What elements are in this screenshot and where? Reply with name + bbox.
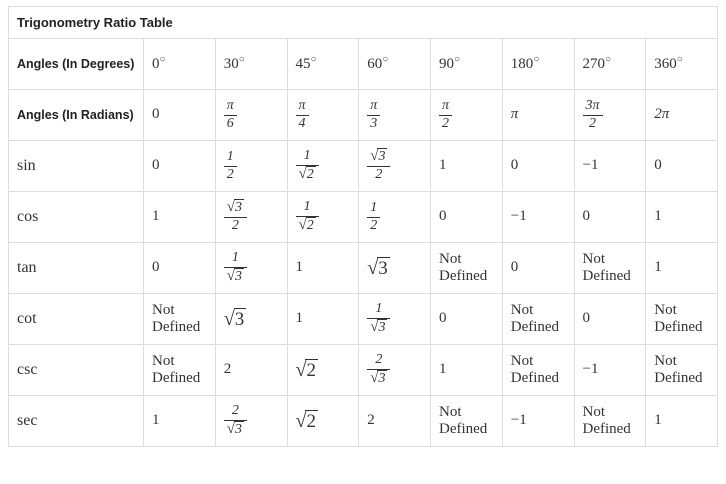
table-row bbox=[9, 192, 718, 243]
cell-rad-pi3: $\frac{\pi}{3}$ bbox=[359, 90, 431, 141]
cell-tan-45: 1 bbox=[287, 243, 359, 294]
trigonometry-ratio-table bbox=[8, 6, 718, 447]
row-label-tan: tan bbox=[9, 243, 144, 294]
cell-sin-0: 0 bbox=[144, 141, 216, 192]
cell-rad-2pi: 2π bbox=[646, 90, 718, 141]
table-row bbox=[9, 39, 718, 90]
cell-cos-360: 1 bbox=[646, 192, 718, 243]
cell-deg-0: 0○ bbox=[144, 39, 216, 90]
cell-deg-90: 90○ bbox=[431, 39, 503, 90]
cell-cot-360: Not Defined bbox=[646, 294, 718, 345]
cell-tan-360: 1 bbox=[646, 243, 718, 294]
cell-cot-60: $\frac{1}{√3}$ bbox=[359, 294, 431, 345]
cell-deg-180: 180○ bbox=[502, 39, 574, 90]
cell-csc-0: Not Defined bbox=[144, 345, 216, 396]
table-row bbox=[9, 141, 718, 192]
cell-sec-180: −1 bbox=[502, 396, 574, 447]
row-label-sec: sec bbox=[9, 396, 144, 447]
row-label-cot: cot bbox=[9, 294, 144, 345]
cell-sec-90: Not Defined bbox=[431, 396, 503, 447]
row-label-angles-degrees: Angles (In Degrees) bbox=[9, 39, 144, 90]
row-label-cos: cos bbox=[9, 192, 144, 243]
cell-sec-0: 1 bbox=[144, 396, 216, 447]
cell-cot-180: Not Defined bbox=[502, 294, 574, 345]
cell-sin-90: 1 bbox=[431, 141, 503, 192]
cell-csc-90: 1 bbox=[431, 345, 503, 396]
cell-rad-pi4: $\frac{\pi}{4}$ bbox=[287, 90, 359, 141]
cell-sec-60: 2 bbox=[359, 396, 431, 447]
cell-sin-60: $\frac{√3}{2}$ bbox=[359, 141, 431, 192]
cell-cot-0: Not Defined bbox=[144, 294, 216, 345]
cell-cos-60: $\frac{1}{2}$ bbox=[359, 192, 431, 243]
cell-tan-90: Not Defined bbox=[431, 243, 503, 294]
cell-cot-270: 0 bbox=[574, 294, 646, 345]
cell-sin-30: $\frac{1}{2}$ bbox=[215, 141, 287, 192]
cell-rad-pi2: $\frac{\pi}{2}$ bbox=[431, 90, 503, 141]
cell-tan-30: $\frac{1}{√3}$ bbox=[215, 243, 287, 294]
cell-tan-60: √3 bbox=[359, 243, 431, 294]
cell-cot-45: 1 bbox=[287, 294, 359, 345]
cell-deg-270: 270○ bbox=[574, 39, 646, 90]
cell-csc-270: −1 bbox=[574, 345, 646, 396]
cell-cos-45: $\frac{1}{√2}$ bbox=[287, 192, 359, 243]
cell-sin-180: 0 bbox=[502, 141, 574, 192]
table-row bbox=[9, 294, 718, 345]
cell-sec-270: Not Defined bbox=[574, 396, 646, 447]
cell-rad-3pi2: $\frac{3\pi}{2}$ bbox=[574, 90, 646, 141]
cell-cos-270: 0 bbox=[574, 192, 646, 243]
table-title: Trigonometry Ratio Table bbox=[8, 6, 718, 38]
table-row bbox=[9, 396, 718, 447]
cell-deg-360: 360○ bbox=[646, 39, 718, 90]
cell-sin-45: $\frac{1}{√2}$ bbox=[287, 141, 359, 192]
row-label-sin: sin bbox=[9, 141, 144, 192]
cell-sin-360: 0 bbox=[646, 141, 718, 192]
table-row bbox=[9, 90, 718, 141]
cell-cos-180: −1 bbox=[502, 192, 574, 243]
cell-cos-30: $\frac{√3}{2}$ bbox=[215, 192, 287, 243]
cell-tan-180: 0 bbox=[502, 243, 574, 294]
row-label-csc: csc bbox=[9, 345, 144, 396]
cell-cot-30: √3 bbox=[215, 294, 287, 345]
cell-csc-60: $\frac{2}{√3}$ bbox=[359, 345, 431, 396]
cell-deg-30: 30○ bbox=[215, 39, 287, 90]
cell-sec-30: $\frac{2}{√3}$ bbox=[215, 396, 287, 447]
cell-tan-270: Not Defined bbox=[574, 243, 646, 294]
cell-rad-pi: π bbox=[502, 90, 574, 141]
cell-cot-90: 0 bbox=[431, 294, 503, 345]
cell-deg-60: 60○ bbox=[359, 39, 431, 90]
row-label-angles-radians: Angles (In Radians) bbox=[9, 90, 144, 141]
cell-cos-90: 0 bbox=[431, 192, 503, 243]
cell-csc-45: √2 bbox=[287, 345, 359, 396]
table-body bbox=[9, 39, 718, 447]
cell-sin-270: −1 bbox=[574, 141, 646, 192]
cell-deg-45: 45○ bbox=[287, 39, 359, 90]
cell-rad-pi6: $\frac{\pi}{6}$ bbox=[215, 90, 287, 141]
cell-sec-45: √2 bbox=[287, 396, 359, 447]
cell-csc-30: 2 bbox=[215, 345, 287, 396]
cell-tan-0: 0 bbox=[144, 243, 216, 294]
cell-csc-180: Not Defined bbox=[502, 345, 574, 396]
cell-rad-0: 0 bbox=[144, 90, 216, 141]
table-row bbox=[9, 345, 718, 396]
cell-cos-0: 1 bbox=[144, 192, 216, 243]
cell-csc-360: Not Defined bbox=[646, 345, 718, 396]
table-row bbox=[9, 243, 718, 294]
cell-sec-360: 1 bbox=[646, 396, 718, 447]
